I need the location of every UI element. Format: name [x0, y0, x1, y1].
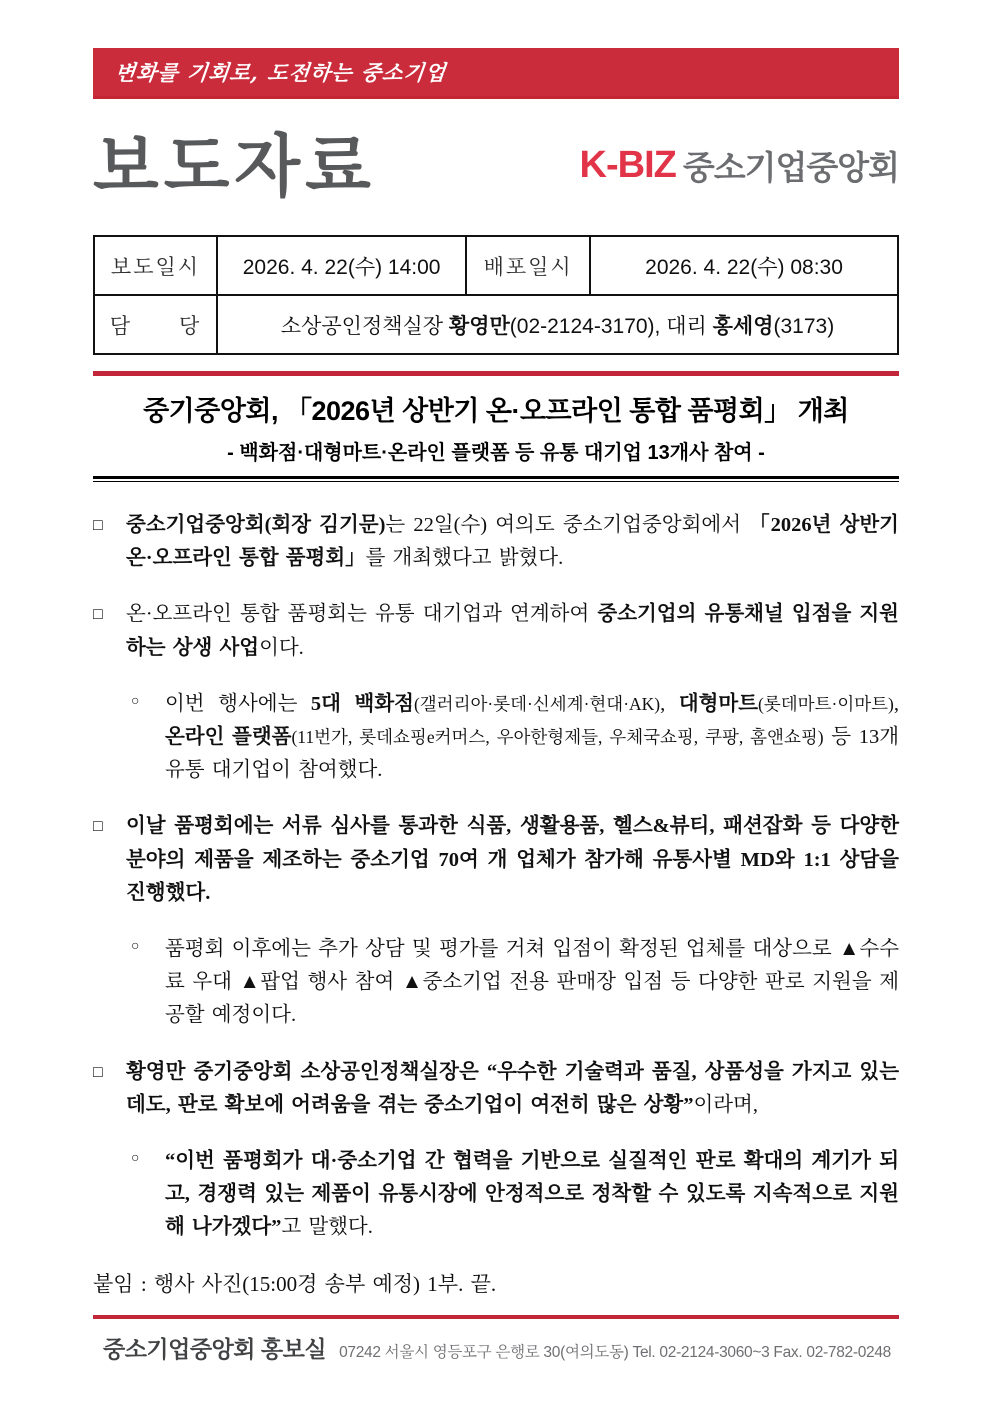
- table-row: [94, 236, 898, 295]
- contact-value: [217, 295, 898, 354]
- distribute-date-label: 배포일시: [466, 236, 590, 295]
- text-run: (02-2124-3170), 대리: [509, 314, 713, 338]
- header-banner: [93, 48, 899, 99]
- text-run: (갤러리아·롯데·신세계·현대·AK): [413, 693, 661, 714]
- square-bullet-icon: □: [93, 818, 103, 836]
- square-bullet-icon: □: [93, 517, 103, 534]
- paragraph: [93, 1145, 899, 1245]
- release-date-value: 2026. 4. 22(수) 14:00: [217, 236, 466, 295]
- title-top-rule: [93, 371, 899, 376]
- page-subtitle: - 백화점·대형마트·온라인 플랫폼 등 유통 대기업 13개사 참여 -: [227, 442, 765, 464]
- text-run: 중소기업중앙회(회장 김기문): [126, 514, 386, 536]
- text-run: 5대 백화점: [310, 692, 414, 715]
- kbiz-logo: [580, 142, 899, 189]
- circle-bullet-icon: ○: [131, 1151, 140, 1167]
- text-run: ,: [893, 692, 899, 715]
- paragraph: [93, 598, 899, 664]
- paragraph: [93, 810, 899, 910]
- footer-rule: [93, 1315, 899, 1319]
- text-run: 고 말했다.: [281, 1216, 373, 1239]
- footer: [93, 1331, 899, 1364]
- text-run: 홍세영: [712, 314, 774, 338]
- paragraph: [93, 509, 899, 575]
- text-run: ,: [660, 692, 679, 715]
- text-run: (롯데마트·이마트): [758, 693, 894, 714]
- text-run: (3173): [773, 314, 835, 338]
- release-date-label: 보도일시: [94, 236, 217, 295]
- release-info-table: [93, 235, 899, 355]
- square-bullet-icon: □: [93, 1063, 103, 1081]
- kbiz-logo-mark: K-BIZ: [579, 144, 676, 186]
- table-row: [94, 295, 898, 354]
- distribute-date-value: 2026. 4. 22(수) 08:30: [590, 236, 898, 295]
- paragraph: [93, 933, 899, 1033]
- text-run: 를 개최했다고 밝혔다.: [365, 547, 564, 570]
- text-run: 이다.: [259, 636, 304, 659]
- text-run: 중소기업의 유통채널 입점을 지원하는 상생 사업: [126, 603, 899, 659]
- title-bottom-double-rule: [93, 476, 899, 482]
- text-run: (11번가, 롯데쇼핑e커머스, 우아한형제들, 우체국쇼핑, 쿠팡, 홈앤쇼핑): [291, 727, 824, 748]
- paragraph: [93, 1056, 899, 1122]
- text-run: 품평회 이후에는 추가 상담 및 평가를 거쳐 입점이 확정된 업체를 대상으로 ▲수수료 우대 ▲팝업 행사 참여 ▲중소기업 전용 판매장 입점 등 다양한 판로 지원을 제공할 예정이다.: [165, 938, 899, 1027]
- page-title: 중기중앙회, 「2026년 상반기 온·오프라인 통합 품평회」 개최: [143, 396, 849, 426]
- text-run: “이번 품평회가 대·중소기업 간 협력을 기반으로 실질적인 판로 확대의 계기가 되고, 경쟁력 있는 제품이 유통시장에 안정적으로 정착할 수 있도록 지속적으로 지원해 나가겠다”: [165, 1150, 899, 1239]
- text-run: “우수한 기술력과 품질, 상품성을 가지고 있는데도, 판로 확보에 어려움을 겪는 중소기업이 여전히 많은 상황”: [126, 1060, 899, 1116]
- footer-office-name: 중소기업중앙회 홍보실: [103, 1335, 327, 1362]
- text-run: 「2026년 상반기 온·오프라인 통합 품평회」: [126, 514, 899, 570]
- text-run: 황영만: [448, 314, 510, 338]
- doc-type-title: 보도자료: [93, 128, 376, 205]
- footer-address: 07242 서울시 영등포구 은행로 30(여의도동) Tel. 02-2124-3060~3 Fax. 02-782-0248: [339, 1343, 891, 1361]
- text-run: 소상공인정책실장: [280, 314, 449, 338]
- text-run: 등 13개 유통 대기업이 참여했다.: [165, 726, 899, 782]
- text-run: 이번 행사에는: [165, 692, 311, 715]
- banner-slogan: 변화를 기회로, 도전하는 중소기업: [113, 60, 448, 85]
- circle-bullet-icon: ○: [131, 939, 140, 955]
- text-run: 온·오프라인 통합 품평회는 유통 대기업과 연계하여: [126, 603, 598, 626]
- contact-label: 담 당: [94, 295, 217, 354]
- text-run: 이라며,: [693, 1093, 758, 1116]
- circle-bullet-icon: ○: [131, 693, 140, 709]
- masthead: [93, 109, 899, 203]
- text-run: 황영만 중기중앙회 소상공인정책실장은: [126, 1060, 487, 1083]
- text-run: 온라인 플랫폼: [165, 726, 292, 749]
- square-bullet-icon: □: [93, 606, 103, 624]
- text-run: 는 22일(수) 여의도 중소기업중앙회에서: [385, 514, 750, 536]
- text-run: 대형마트: [678, 692, 759, 715]
- body-paragraphs: [93, 509, 899, 1245]
- text-run: 이날 품평회에는 서류 심사를 통과한 식품, 생활용품, 헬스&뷰티, 패션잡화 등 다양한 분야의 제품을 제조하는 중소기업 70여 개 업체가 참가해 유통사별 MD와 1:1 상담을 진행했다.: [126, 815, 899, 904]
- attachment-line: 붙임 : 행사 사진(15:00경 송부 예정) 1부. 끝.: [93, 1271, 497, 1296]
- paragraph: [93, 688, 899, 788]
- kbiz-logo-orgname: 중소기업중앙회: [682, 149, 899, 186]
